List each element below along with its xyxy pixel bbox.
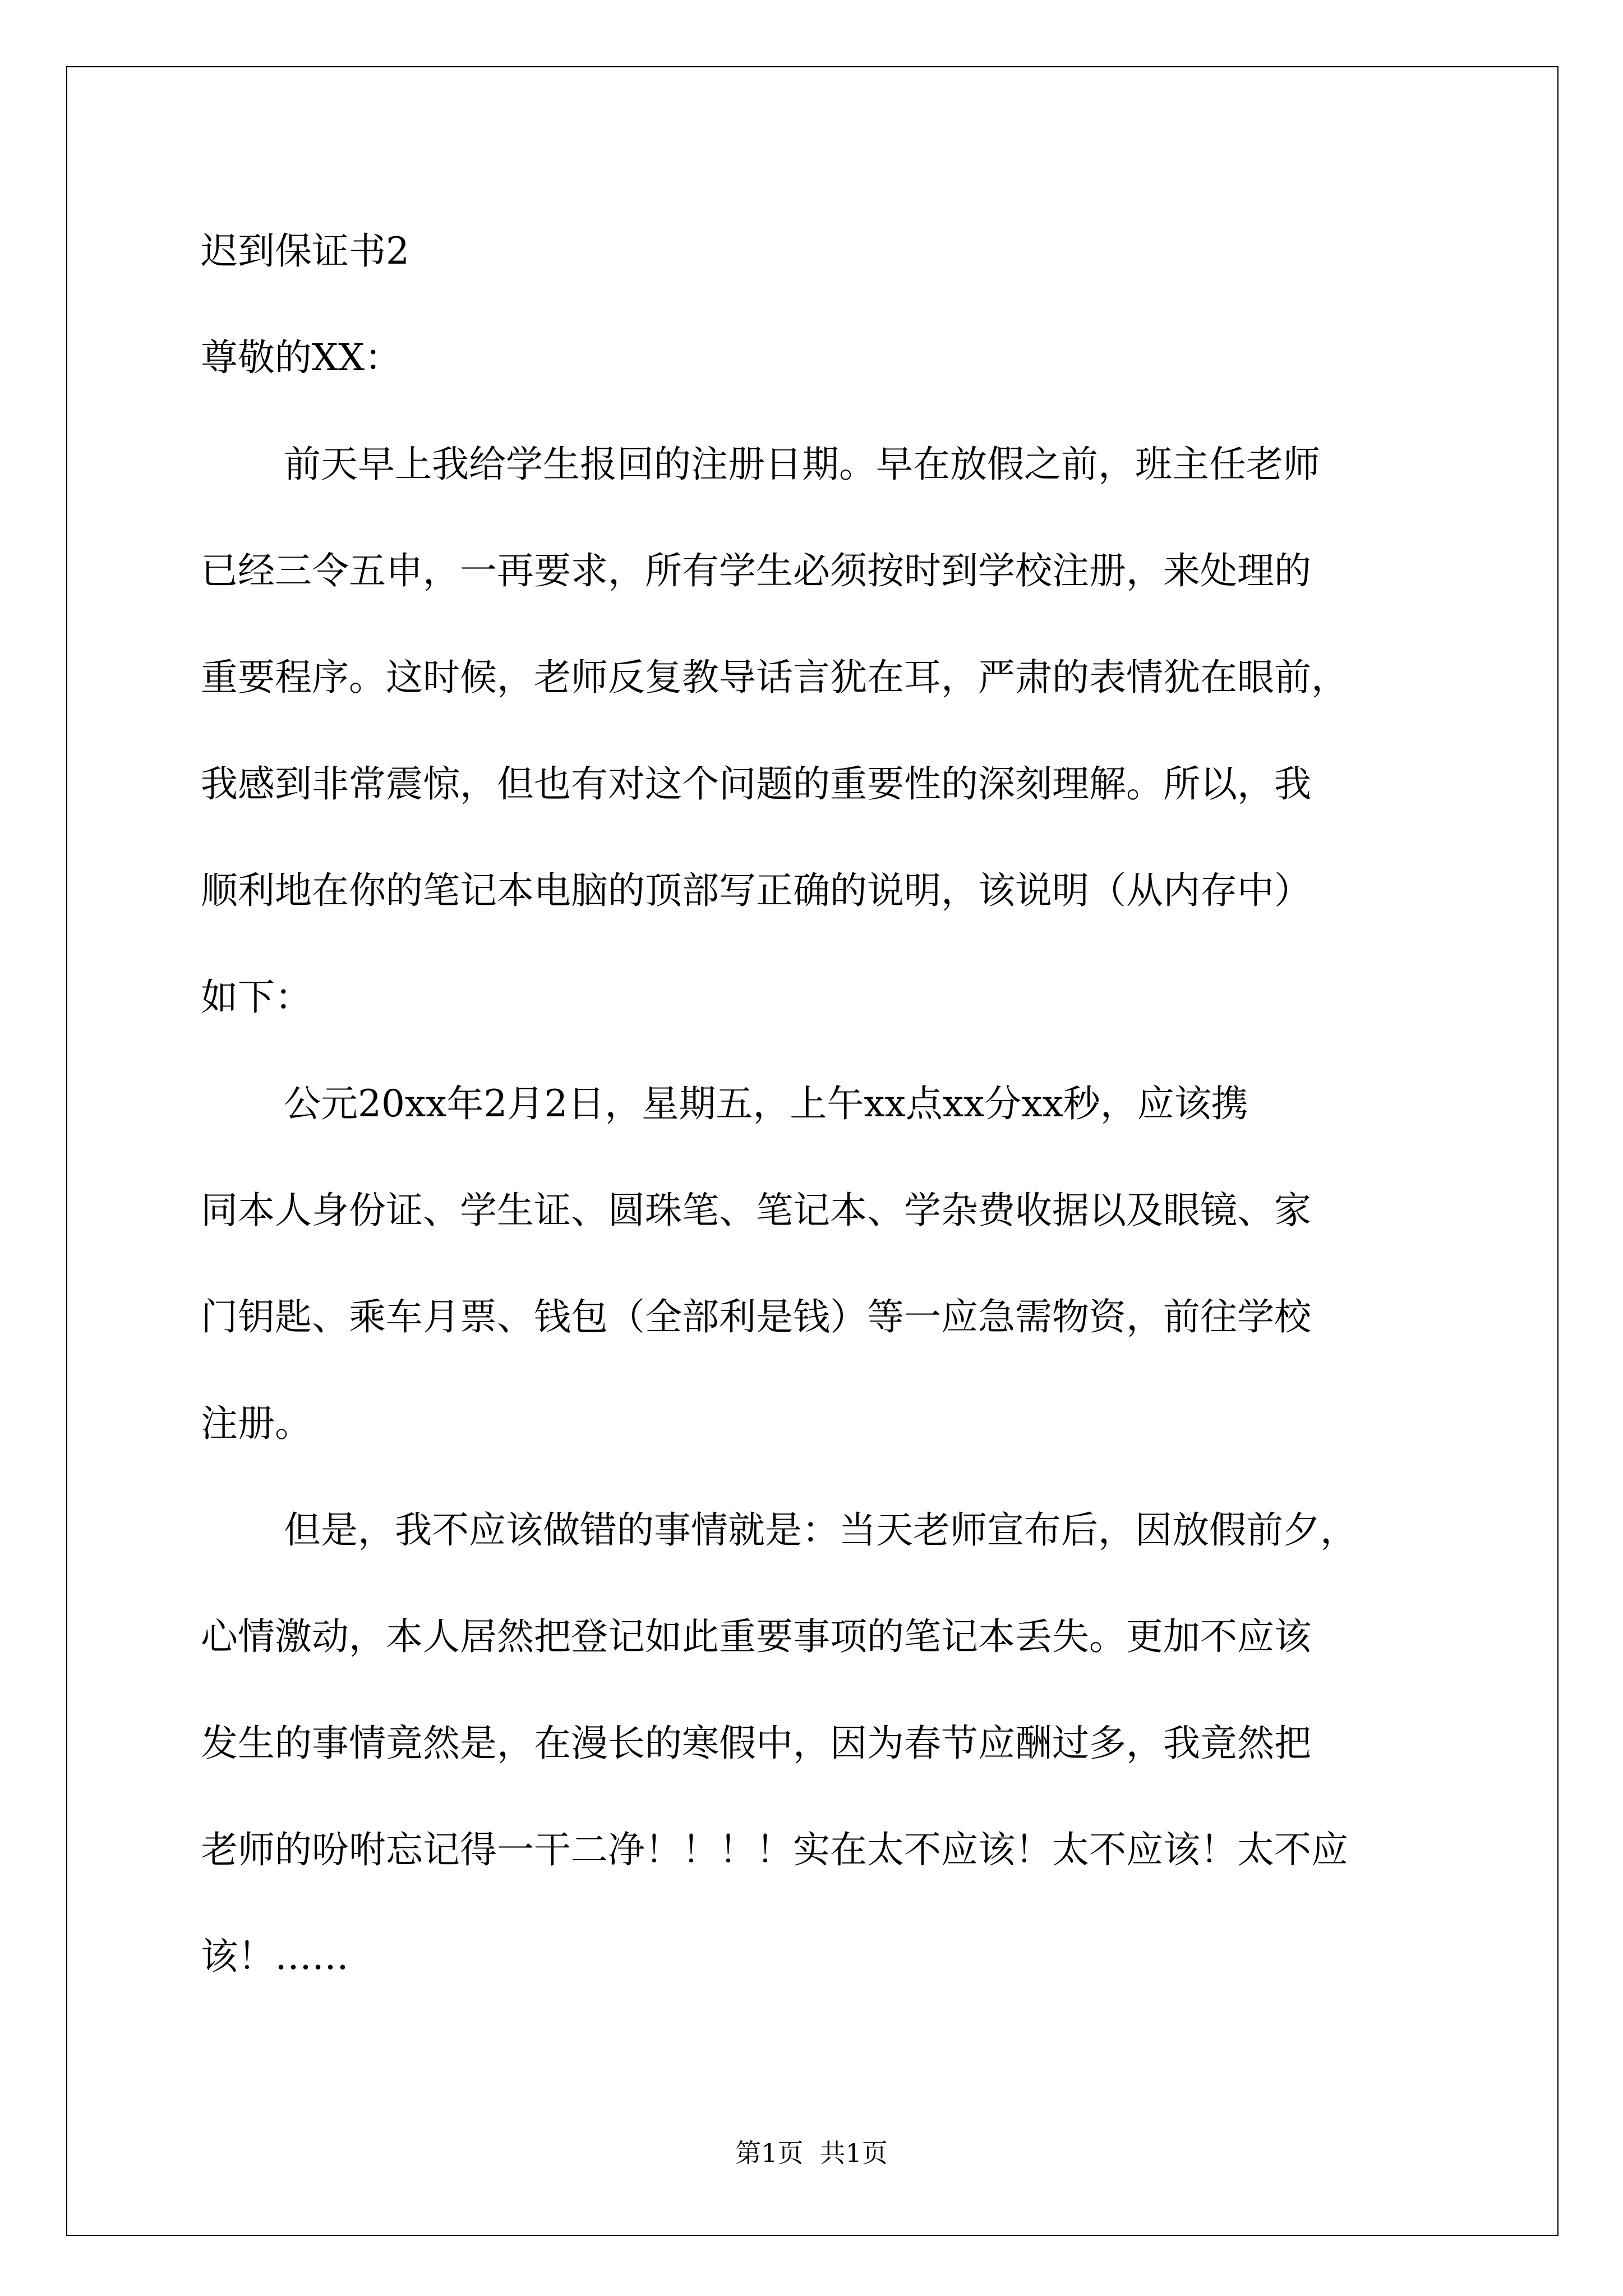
page-number-footer: 第1页 共1页	[735, 2138, 888, 2168]
paragraph-line: 老师的吩咐忘记得一干二净！！！！实在太不应该！太不应该！太不应	[201, 1828, 1348, 1871]
paragraph-line: 我感到非常震惊，但也有对这个问题的重要性的深刻理解。所以，我	[201, 762, 1311, 806]
paragraph-line: 发生的事情竟然是，在漫长的寒假中，因为春节应酬过多，我竟然把	[201, 1722, 1311, 1765]
paragraph-line: 注册。	[201, 1402, 312, 1445]
paragraph-line: 门钥匙、乘车月票、钱包（全部利是钱）等一应急需物资，前往学校	[201, 1295, 1311, 1338]
paragraph-line: 重要程序。这时候，老师反复教导话言犹在耳，严肃的表情犹在眼前，	[201, 656, 1348, 699]
paragraph-line: 该！……	[201, 1935, 349, 1978]
paragraph-line: 如下：	[201, 976, 312, 1019]
paragraph-line: 已经三令五申，一再要求，所有学生必须按时到学校注册，来处理的	[201, 549, 1311, 592]
page-border	[66, 66, 1559, 2236]
paragraph-line: 前天早上我给学生报回的注册日期。早在放假之前，班主任老师	[284, 443, 1320, 486]
paragraph-line: 但是，我不应该做错的事情就是：当天老师宣布后，因放假前夕，	[284, 1508, 1357, 1552]
salutation: 尊敬的XX：	[201, 336, 402, 379]
paragraph-line: 顺利地在你的笔记本电脑的顶部写正确的说明，该说明（从内存中）	[201, 869, 1311, 912]
paragraph-line: 心情激动，本人居然把登记如此重要事项的笔记本丢失。更加不应该	[201, 1615, 1311, 1658]
paragraph-line: 公元20xx年2月2日，星期五，上午xx点xx分xx秒，应该携	[284, 1082, 1248, 1125]
paragraph-line: 同本人身份证、学生证、圆珠笔、笔记本、学杂费收据以及眼镜、家	[201, 1189, 1311, 1232]
document-title: 迟到保证书2	[201, 229, 409, 273]
